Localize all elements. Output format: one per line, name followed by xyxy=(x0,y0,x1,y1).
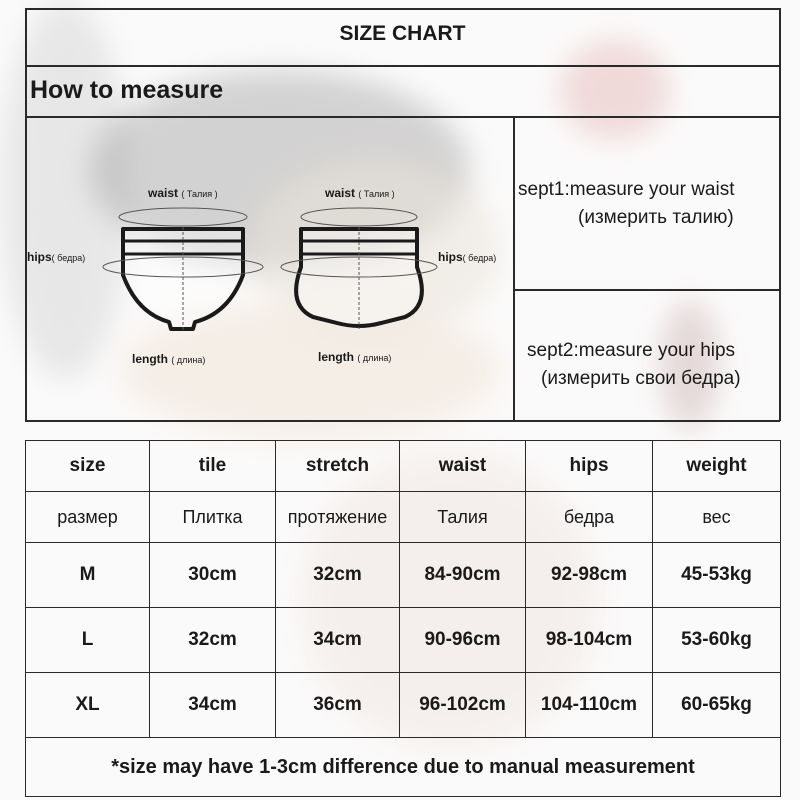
measurement-note: *size may have 1-3cm difference due to manual measurement xyxy=(26,738,781,797)
header-waist: waist xyxy=(400,441,526,492)
cell-waist: 84-90cm xyxy=(400,543,526,608)
header-size: size xyxy=(26,441,150,492)
step-1-ru: (измерить талию) xyxy=(578,207,734,228)
header-ru-tile: Плитка xyxy=(150,492,276,543)
cell-weight: 45-53kg xyxy=(653,543,781,608)
measure-diagram xyxy=(25,117,525,417)
cell-waist: 90-96cm xyxy=(400,608,526,673)
header-ru-stretch: протяжение xyxy=(276,492,400,543)
brief-hips-label: hips( бедра) xyxy=(27,250,86,264)
cell-weight: 60-65kg xyxy=(653,673,781,738)
frame-bottom xyxy=(25,420,780,422)
cell-stretch: 34cm xyxy=(276,608,400,673)
boxer-hips-label: hips( бедра) xyxy=(438,250,497,264)
boxer-length-label: length ( длина) xyxy=(318,350,392,364)
section-heading: How to measure xyxy=(30,76,224,104)
header-ru-weight: вес xyxy=(653,492,781,543)
header-tile: tile xyxy=(150,441,276,492)
table-header-row xyxy=(26,441,781,492)
table-row xyxy=(26,543,781,608)
step-2-en: sept2:measure your hips xyxy=(527,340,736,361)
cell-hips: 92-98cm xyxy=(526,543,653,608)
size-table xyxy=(25,440,781,797)
brief-length-label: length ( длина) xyxy=(132,352,206,366)
header-hips: hips xyxy=(526,441,653,492)
step-2 xyxy=(527,337,741,393)
cell-stretch: 36cm xyxy=(276,673,400,738)
frame-right xyxy=(779,8,781,421)
cell-size: XL xyxy=(26,673,150,738)
frame-divider-horizontal xyxy=(513,289,780,291)
frame-below-title xyxy=(25,65,780,67)
header-ru-waist: Талия xyxy=(400,492,526,543)
header-ru-size: размер xyxy=(26,492,150,543)
step-1-en: sept1:measure your waist xyxy=(518,179,735,200)
cell-size: L xyxy=(26,608,150,673)
brief-waist-label: waist ( Талия ) xyxy=(148,186,218,200)
cell-hips: 104-110cm xyxy=(526,673,653,738)
table-row xyxy=(26,608,781,673)
cell-waist: 96-102cm xyxy=(400,673,526,738)
cell-stretch: 32cm xyxy=(276,543,400,608)
header-weight: weight xyxy=(653,441,781,492)
table-row xyxy=(26,673,781,738)
cell-tile: 34cm xyxy=(150,673,276,738)
frame-top xyxy=(25,8,780,10)
cell-hips: 98-104cm xyxy=(526,608,653,673)
cell-size: M xyxy=(26,543,150,608)
header-stretch: stretch xyxy=(276,441,400,492)
header-ru-hips: бедра xyxy=(526,492,653,543)
cell-tile: 32cm xyxy=(150,608,276,673)
table-header-ru-row xyxy=(26,492,781,543)
step-2-ru: (измерить свои бедра) xyxy=(541,368,741,389)
step-1 xyxy=(518,176,735,232)
table-note-row xyxy=(26,738,781,797)
page-title: SIZE CHART xyxy=(339,22,466,45)
cell-weight: 53-60kg xyxy=(653,608,781,673)
boxer-waist-label: waist ( Талия ) xyxy=(325,186,395,200)
cell-tile: 30cm xyxy=(150,543,276,608)
